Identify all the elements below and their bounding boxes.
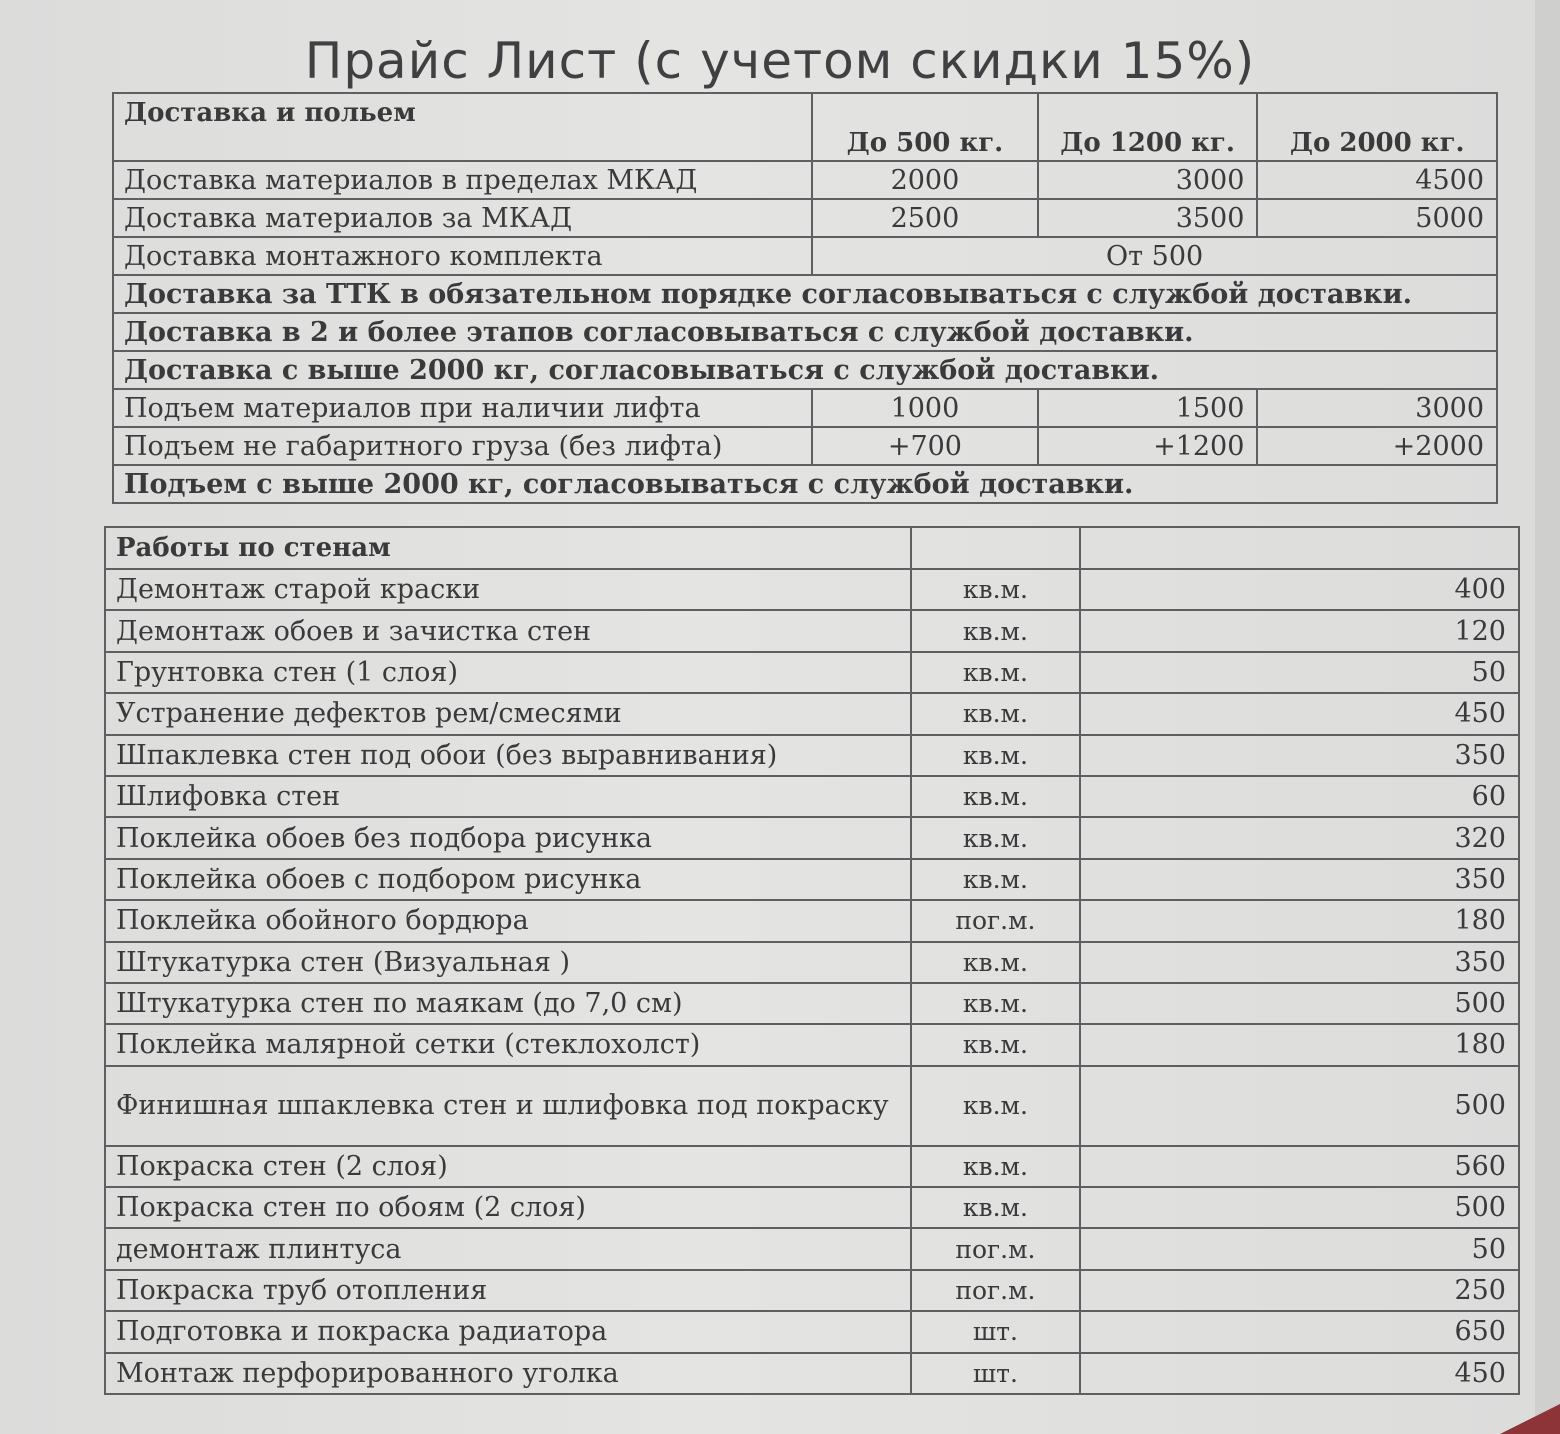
price-cell: 50 [1080,652,1519,693]
price-cell: 450 [1080,1353,1519,1394]
unit-cell: кв.м. [911,1187,1081,1228]
price-cell: 5000 [1257,199,1497,237]
table-row [105,776,1519,817]
price-cell: +700 [812,427,1038,465]
price-cell: 3500 [1038,199,1258,237]
unit-cell: кв.м. [911,817,1081,858]
work-name: Штукатурка стен (Визуальная ) [105,942,911,983]
price-cell: 50 [1080,1228,1519,1269]
work-name: Монтаж перфорированного уголка [105,1353,911,1394]
price-cell: 3000 [1257,389,1497,427]
unit-cell: кв.м. [911,693,1081,734]
price-cell: 350 [1080,942,1519,983]
unit-cell: пог.м. [911,900,1081,941]
table-row [105,610,1519,651]
work-name: Шлифовка стен [105,776,911,817]
price-cell: 120 [1080,610,1519,651]
page-title: Прайс Лист (с учетом скидки 15%) [304,32,1256,90]
delivery-table [112,92,1498,504]
unit-cell: кв.м. [911,652,1081,693]
table-row [105,1066,1519,1146]
price-cell: 1000 [812,389,1038,427]
table-row [113,427,1497,465]
table-row [105,1228,1519,1269]
unit-cell: пог.м. [911,1270,1081,1311]
work-name: Покраска труб отопления [105,1270,911,1311]
note-row [113,313,1497,351]
unit-cell: кв.м. [911,1024,1081,1065]
walls-table [104,526,1520,1395]
unit-cell: кв.м. [911,942,1081,983]
page-edge [1535,0,1560,1434]
note-row [113,275,1497,313]
unit-cell: кв.м. [911,1066,1081,1146]
table-row [105,1270,1519,1311]
table-row [113,199,1497,237]
table-row [105,1146,1519,1187]
table-row [105,942,1519,983]
table-row [113,389,1497,427]
table-row [105,693,1519,734]
work-name: Устранение дефектов рем/смесями [105,693,911,734]
price-cell: 4500 [1257,161,1497,199]
work-name: Финишная шпаклевка стен и шлифовка под покраску [105,1066,911,1146]
unit-cell: кв.м. [911,569,1081,610]
row-label: Подъем не габаритного груза (без лифта) [113,427,812,465]
work-name: Подготовка и покраска радиатора [105,1311,911,1352]
table-row [113,237,1497,275]
price-cell: 400 [1080,569,1519,610]
price-cell: 1500 [1038,389,1258,427]
price-cell: 350 [1080,735,1519,776]
work-name: Покраска стен (2 слоя) [105,1146,911,1187]
work-name: Поклейка малярной сетки (стеклохолст) [105,1024,911,1065]
table-row [105,817,1519,858]
price-cell: 60 [1080,776,1519,817]
note-row [113,465,1497,503]
work-name: Демонтаж старой краски [105,569,911,610]
delivery-note: Доставка в 2 и более этапов согласовываться с службой доставки. [113,313,1497,351]
delivery-note: Доставка за ТТК в обязательном порядке согласовываться с службой доставки. [113,275,1497,313]
row-label: Доставка монтажного комплекта [113,237,812,275]
empty-header-cell [1080,527,1519,569]
price-cell: +2000 [1257,427,1497,465]
note-row [113,351,1497,389]
price-cell: +1200 [1038,427,1258,465]
price-cell: 650 [1080,1311,1519,1352]
work-name: Поклейка обоев с подбором рисунка [105,859,911,900]
table-row [105,983,1519,1024]
price-cell: 500 [1080,983,1519,1024]
table-row [105,1311,1519,1352]
work-name: Демонтаж обоев и зачистка стен [105,610,911,651]
table-row [105,859,1519,900]
table-row [105,652,1519,693]
unit-cell: кв.м. [911,610,1081,651]
price-cell: 320 [1080,817,1519,858]
merged-price-cell: От 500 [812,237,1497,275]
unit-cell: кв.м. [911,859,1081,900]
unit-cell: кв.м. [911,776,1081,817]
unit-cell: кв.м. [911,983,1081,1024]
price-cell: 450 [1080,693,1519,734]
delivery-heading: Доставка и польем [113,93,812,161]
walls-body [105,569,1519,1394]
table-row [105,1353,1519,1394]
walls-header-row [105,527,1519,569]
table-row [105,900,1519,941]
work-name: Покраска стен по обоям (2 слоя) [105,1187,911,1228]
work-name: Поклейка обоев без подбора рисунка [105,817,911,858]
delivery-header-row [113,93,1497,161]
row-label: Подъем материалов при наличии лифта [113,389,812,427]
price-cell: 500 [1080,1066,1519,1146]
col-2000kg: До 2000 кг. [1257,93,1497,161]
row-label: Доставка материалов в пределах МКАД [113,161,812,199]
table-row [105,735,1519,776]
col-500kg: До 500 кг. [812,93,1038,161]
unit-cell: шт. [911,1311,1081,1352]
unit-cell: кв.м. [911,1146,1081,1187]
table-row [113,161,1497,199]
table-row [105,1187,1519,1228]
col-1200kg: До 1200 кг. [1038,93,1258,161]
price-cell: 2000 [812,161,1038,199]
work-name: Грунтовка стен (1 слоя) [105,652,911,693]
price-cell: 560 [1080,1146,1519,1187]
corner-decoration [1500,1404,1560,1434]
unit-cell: шт. [911,1353,1081,1394]
unit-cell: пог.м. [911,1228,1081,1269]
table-row [105,569,1519,610]
empty-header-cell [911,527,1081,569]
work-name: Поклейка обойного бордюра [105,900,911,941]
table-row [105,1024,1519,1065]
work-name: Штукатурка стен по маякам (до 7,0 см) [105,983,911,1024]
price-cell: 350 [1080,859,1519,900]
walls-heading: Работы по стенам [105,527,911,569]
work-name: демонтаж плинтуса [105,1228,911,1269]
delivery-note: Доставка с выше 2000 кг, согласовываться с службой доставки. [113,351,1497,389]
lift-note: Подъем с выше 2000 кг, согласовываться с службой доставки. [113,465,1497,503]
price-cell: 180 [1080,900,1519,941]
unit-cell: кв.м. [911,735,1081,776]
price-cell: 2500 [812,199,1038,237]
price-cell: 3000 [1038,161,1258,199]
work-name: Шпаклевка стен под обои (без выравнивания) [105,735,911,776]
price-cell: 250 [1080,1270,1519,1311]
row-label: Доставка материалов за МКАД [113,199,812,237]
price-cell: 180 [1080,1024,1519,1065]
price-cell: 500 [1080,1187,1519,1228]
